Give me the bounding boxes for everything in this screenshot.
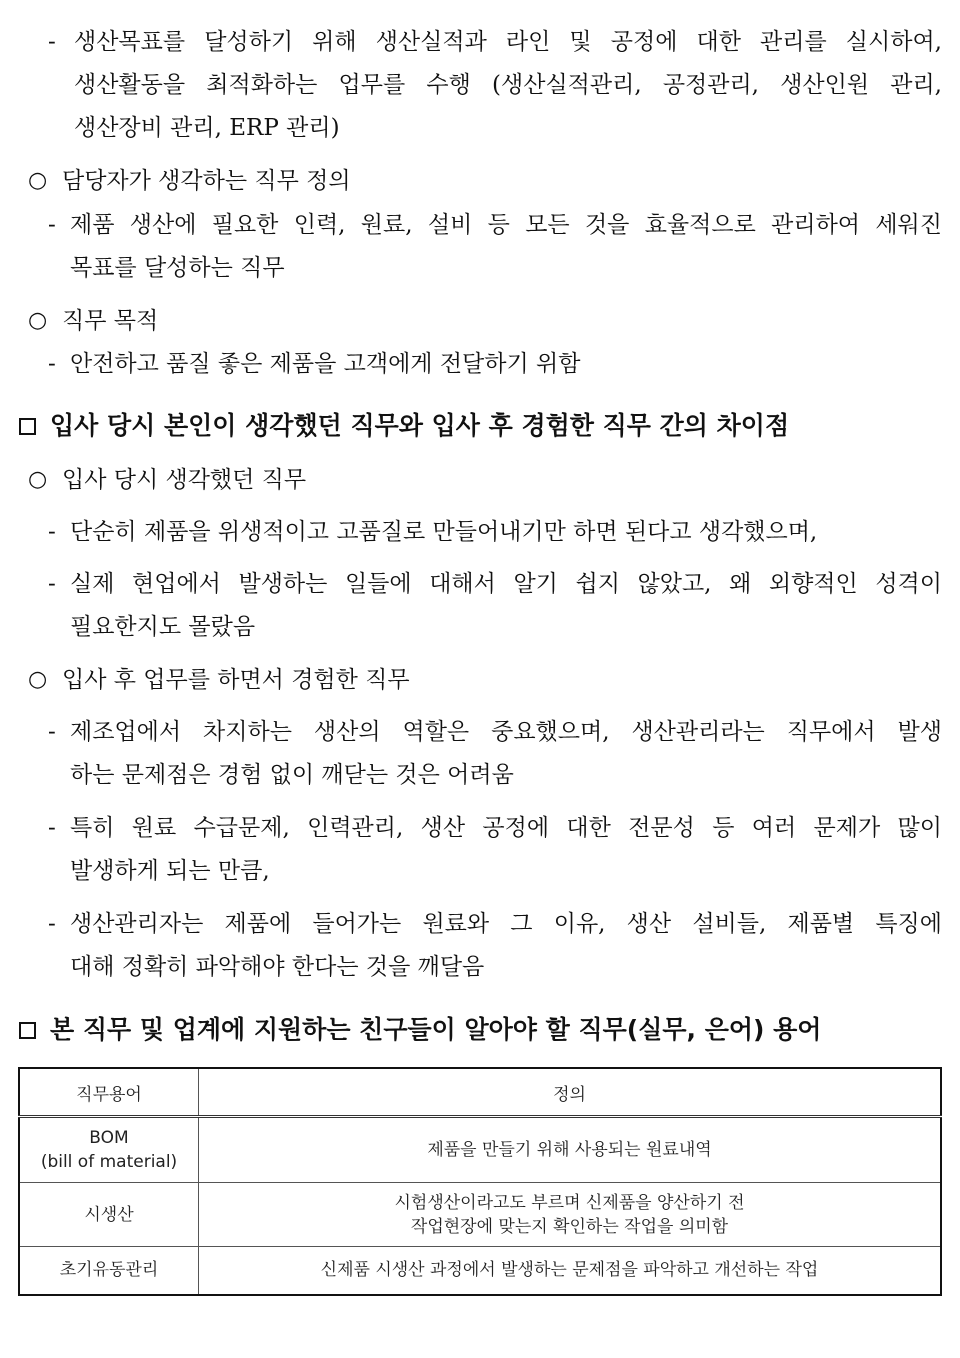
purpose-line: 안전하고 품질 좋은 제품을 고객에게 전달하기 위함 — [70, 351, 581, 377]
before-item-2-line-1: 실제 현업에서 발생하는 일들에 대해서 알기 쉽지 않았고, 왜 외향적인 성격이 — [70, 571, 942, 597]
table-header-row — [19, 1068, 941, 1117]
definition-cell — [199, 1247, 942, 1295]
dash-bullet: - — [48, 571, 56, 597]
table-row — [19, 1247, 941, 1295]
circle-bullet: ○ — [28, 308, 48, 333]
before-item-2-line-2: 필요한지도 몰랐음 — [70, 614, 256, 640]
definition-cell — [199, 1183, 942, 1247]
definition-line-2: 목표를 달성하는 직무 — [70, 255, 285, 281]
table-row — [19, 1183, 941, 1247]
table-row — [19, 1117, 941, 1183]
after-item-2-line-1: 특히 원료 수급문제, 인력관리, 생산 공정에 대한 전문성 등 여러 문제가 많이 — [70, 815, 942, 841]
definition-title: 담당자가 생각하는 직무 정의 — [62, 168, 351, 194]
term-cell — [19, 1247, 199, 1295]
job-terms-table — [18, 1067, 942, 1296]
job-description-line-3: 생산장비 관리, ERP 관리) — [74, 115, 340, 141]
definition-line-1: 제품 생산에 필요한 인력, 원료, 설비 등 모든 것을 효율적으로 관리하여 세워진 — [70, 212, 942, 238]
dash-bullet: - — [48, 519, 56, 545]
dash-bullet: - — [48, 719, 56, 745]
dash-bullet: - — [48, 815, 56, 841]
circle-bullet: ○ — [28, 168, 48, 193]
dash-bullet: - — [48, 911, 56, 937]
definition-text: 제품을 만들기 위해 사용되는 원료내역 — [427, 1140, 712, 1160]
after-item-1-line-2: 하는 문제점은 경험 없이 깨닫는 것은 어려움 — [70, 762, 514, 788]
circle-bullet: ○ — [28, 467, 48, 492]
term-text: 시생산 — [84, 1204, 134, 1225]
square-heading-bullet — [19, 418, 36, 435]
after-item-3-line-2: 대해 정확히 파악해야 한다는 것을 깨달음 — [70, 954, 485, 980]
term-text: 초기유동관리 — [59, 1260, 159, 1281]
section-heading-terms: 본 직무 및 업계에 지원하는 친구들이 알아야 할 직무(실무, 은어) 용어 — [50, 1015, 822, 1044]
dash-bullet: - — [48, 29, 56, 55]
job-description-line-1: 생산목표를 달성하기 위해 생산실적과 라인 및 공정에 대한 관리를 실시하여, — [74, 29, 942, 55]
before-joining-title: 입사 당시 생각했던 직무 — [62, 467, 307, 493]
square-heading-bullet — [19, 1022, 36, 1039]
term-cell — [19, 1117, 199, 1183]
after-item-2-line-2: 발생하게 되는 만큼, — [70, 858, 270, 884]
term-text: (bill of material) — [40, 1152, 178, 1172]
term-cell — [19, 1183, 199, 1247]
dash-bullet: - — [48, 212, 56, 238]
definition-text: 작업현장에 맞는지 확인하는 작업을 의미함 — [410, 1216, 729, 1237]
definition-cell — [199, 1117, 942, 1183]
circle-bullet: ○ — [28, 667, 48, 692]
purpose-title: 직무 목적 — [62, 308, 159, 334]
section-heading-differences: 입사 당시 본인이 생각했던 직무와 입사 후 경험한 직무 간의 차이점 — [50, 411, 790, 440]
header-definition: 정의 — [199, 1068, 942, 1117]
term-text: BOM — [89, 1128, 129, 1148]
definition-text: 신제품 시생산 과정에서 발생하는 문제점을 파악하고 개선하는 작업 — [320, 1260, 819, 1281]
before-item-1: 단순히 제품을 위생적이고 고품질로 만들어내기만 하면 된다고 생각했으며, — [70, 519, 818, 545]
dash-bullet: - — [48, 351, 56, 377]
after-joining-title: 입사 후 업무를 하면서 경험한 직무 — [62, 667, 410, 693]
after-item-1-line-1: 제조업에서 차지하는 생산의 역할은 중요했으며, 생산관리라는 직무에서 발생 — [70, 719, 942, 745]
header-term: 직무용어 — [19, 1068, 199, 1117]
definition-text: 시험생산이라고도 부르며 신제품을 양산하기 전 — [394, 1192, 745, 1213]
job-description-line-2: 생산활동을 최적화하는 업무를 수행 (생산실적관리, 공정관리, 생산인원 관리, — [74, 72, 942, 98]
after-item-3-line-1: 생산관리자는 제품에 들어가는 원료와 그 이유, 생산 설비들, 제품별 특징에 — [70, 911, 942, 937]
